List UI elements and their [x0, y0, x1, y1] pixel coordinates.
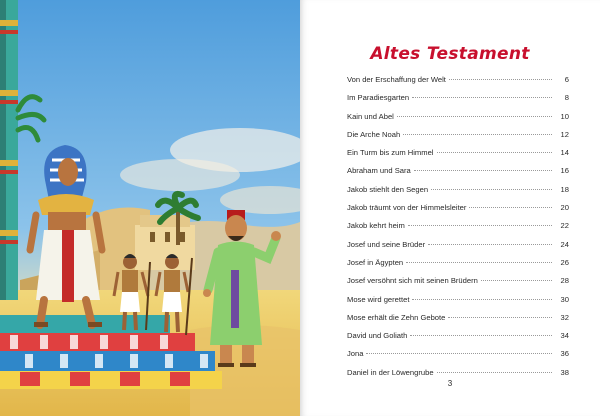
toc-entry-title: Im Paradiesgarten	[347, 93, 410, 103]
toc-entry-title: Die Arche Noah	[347, 129, 401, 139]
cloud	[120, 159, 240, 191]
toc-leader-dots	[403, 134, 552, 135]
toc-entry-page: 14	[560, 148, 569, 158]
toc-leader-dots	[412, 97, 552, 98]
toc-entry	[347, 93, 569, 111]
toc-entry	[347, 295, 569, 313]
toc-leader-dots	[412, 299, 552, 300]
toc-leader-dots	[366, 353, 552, 354]
contents-page	[300, 0, 600, 416]
toc-entry-title: Jakob kehrt heim	[347, 221, 405, 231]
toc-leader-dots	[437, 152, 553, 153]
toc-leader-dots	[397, 116, 552, 117]
toc-entry	[347, 166, 569, 184]
toc-leader-dots	[469, 207, 552, 208]
toc-entry-page: 38	[560, 367, 569, 377]
toc-entry	[347, 203, 569, 221]
toc-entry	[347, 331, 569, 349]
toc-entry	[347, 240, 569, 258]
page-number: 3	[447, 379, 453, 388]
toc-entry-page: 16	[560, 166, 569, 176]
toc-entry-page: 6	[564, 75, 569, 84]
toc-entry-page: 30	[560, 294, 569, 304]
toc-leader-dots	[437, 372, 552, 373]
toc-leader-dots	[410, 335, 552, 336]
toc-entry-title: Mose erhält die Zehn Gebote	[347, 312, 446, 322]
toc-entry-page: 8	[564, 93, 569, 103]
toc-entry-title: Von der Erschaffung der Welt	[347, 75, 446, 84]
toc-entry-title: David und Goliath	[347, 331, 408, 341]
toc-entry	[347, 276, 569, 294]
toc-entry-page: 24	[560, 239, 569, 249]
toc-entry	[347, 130, 569, 148]
toc-entry-page: 18	[560, 184, 569, 194]
toc-entry-page: 26	[560, 257, 569, 267]
toc-leader-dots	[408, 225, 552, 226]
toc-entry	[347, 112, 569, 130]
toc-entry-title: Josef in Ägypten	[347, 257, 404, 267]
toc-leader-dots	[414, 170, 552, 171]
toc-leader-dots	[448, 317, 552, 318]
toc-entry-page: 34	[560, 331, 569, 341]
toc-entry	[347, 349, 569, 367]
toc-entry	[347, 148, 569, 166]
toc-entry-page: 20	[560, 203, 569, 213]
toc-entry-title: Mose wird gerettet	[347, 294, 410, 304]
toc-entry	[347, 75, 569, 93]
toc-leader-dots	[431, 189, 552, 190]
toc-entry-title: Abraham und Sara	[347, 166, 411, 176]
toc-entry-page: 10	[560, 111, 569, 121]
toc-entry-title: Josef versöhnt sich mit seinen Brüdern	[347, 276, 478, 286]
toc-entry-page: 36	[560, 349, 569, 359]
toc-entry-page: 32	[560, 312, 569, 322]
toc-entry-title: Ein Turm bis zum Himmel	[347, 148, 434, 158]
toc-entry-title: Jakob stiehlt den Segen	[347, 184, 429, 194]
page-title: Altes Testament	[370, 44, 530, 64]
toc-leader-dots	[449, 79, 552, 80]
table-of-contents	[347, 75, 569, 386]
toc-entry-page: 12	[560, 129, 569, 139]
toc-entry-title: Josef und seine Brüder	[347, 239, 426, 249]
toc-leader-dots	[481, 280, 552, 281]
toc-entry-title: Jona	[347, 349, 364, 359]
toc-entry	[347, 258, 569, 276]
toc-leader-dots	[406, 262, 552, 263]
toc-leader-dots	[428, 244, 552, 245]
toc-entry-page: 28	[560, 276, 569, 286]
toc-entry	[347, 221, 569, 239]
toc-entry	[347, 185, 569, 203]
toc-entry-page: 22	[560, 221, 569, 231]
toc-entry	[347, 313, 569, 331]
toc-entry-title: Kain und Abel	[347, 111, 394, 121]
toc-entry-title: Daniel in der Löwengrube	[347, 367, 434, 377]
toc-entry-title: Jakob träumt von der Himmelsleiter	[347, 203, 467, 213]
